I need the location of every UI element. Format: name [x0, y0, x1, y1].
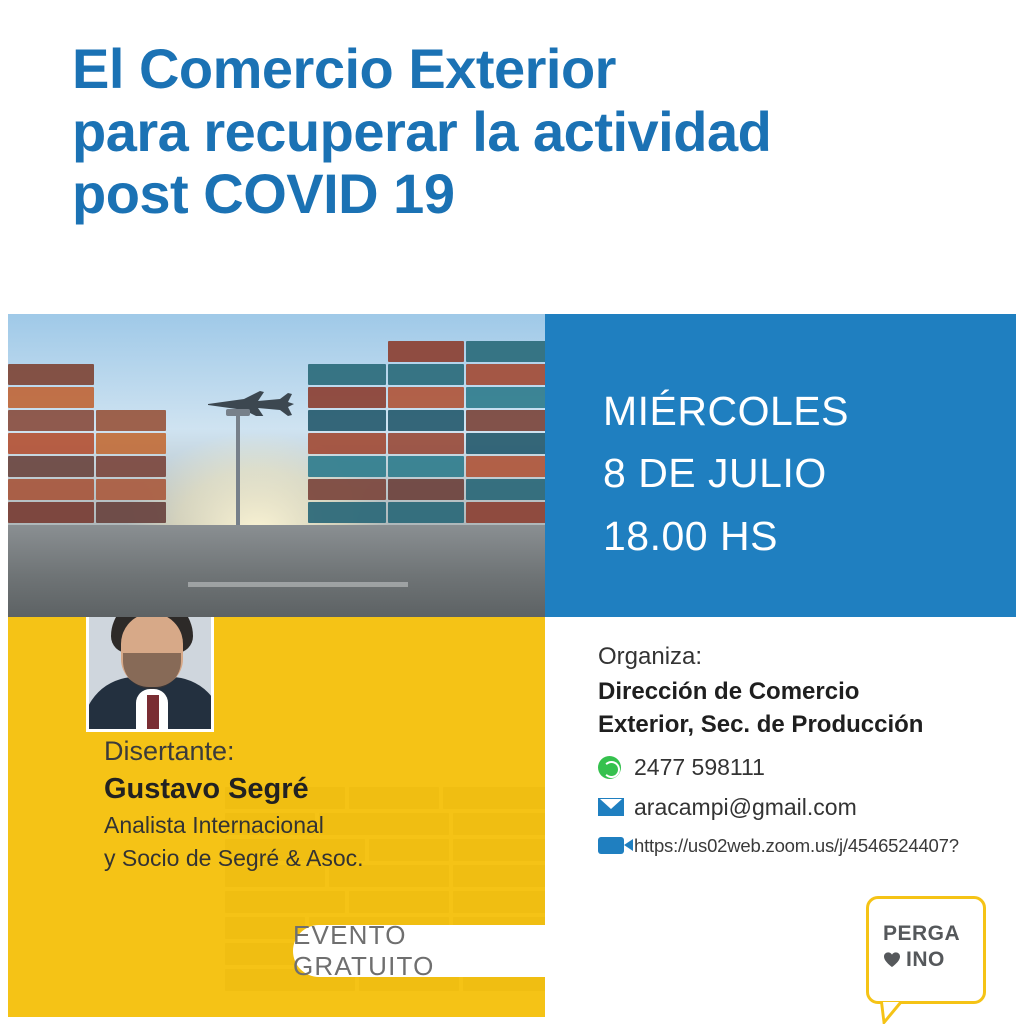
date-panel: [545, 314, 1016, 617]
logo-text-top: PERGA: [883, 922, 961, 945]
free-event-badge-label: EVENTO GRATUITO: [293, 920, 435, 981]
contact-email-value: aracampi@gmail.com: [634, 793, 857, 820]
date-weekday: MIÉRCOLES: [603, 388, 849, 434]
organizer-name-line-2: Exterior, Sec. de Producción: [598, 711, 924, 739]
contact-phone[interactable]: [598, 754, 1008, 781]
container-stack-left-2: [96, 410, 166, 525]
page-title: [72, 38, 972, 226]
hero-image: [8, 314, 545, 617]
email-icon: [598, 795, 626, 819]
speaker-panel: [8, 617, 545, 1017]
contact-zoom-value: https://us02web.zoom.us/j/4546524407?: [634, 834, 959, 856]
title-line-1: El Comercio Exterior: [72, 37, 616, 100]
speaker-role-line-1: Analista Internacional: [104, 812, 324, 839]
organizer-name-line-1: Dirección de Comercio: [598, 677, 860, 705]
container-stack-left-1: [8, 364, 94, 525]
speaker-name: Gustavo Segré: [104, 772, 309, 805]
airplane-icon: [204, 390, 296, 416]
logo-text-bottom: INO: [906, 948, 945, 971]
date-day: 8 DE JULIO: [603, 450, 827, 497]
contact-zoom-link[interactable]: [598, 834, 1008, 858]
title-line-3: post COVID 19: [72, 162, 455, 226]
date-time: 18.00 HS: [603, 512, 778, 559]
container-stack-right-2: [388, 341, 464, 525]
container-stack-right-3: [466, 341, 545, 525]
video-camera-icon: [598, 834, 626, 858]
ground: [8, 525, 545, 617]
organizer-label: Organiza:: [598, 643, 703, 670]
title-line-2: para recuperar la actividad: [72, 99, 772, 163]
road-marking: [188, 582, 408, 587]
free-event-badge: [293, 920, 545, 981]
speaker-info: [104, 735, 524, 873]
pergamino-logo: [866, 896, 986, 1004]
speaker-label: Disertante:: [104, 736, 235, 766]
organizer-info: [598, 640, 1008, 858]
container-stack-right-1: [308, 364, 386, 525]
speaker-avatar: [86, 617, 214, 732]
whatsapp-icon: [598, 755, 626, 779]
light-post: [236, 415, 240, 525]
speaker-role-line-2: y Socio de Segré & Asoc.: [104, 844, 364, 871]
heart-icon: [883, 951, 901, 968]
contact-email[interactable]: [598, 794, 1008, 821]
contact-phone-value: 2477 598111: [634, 753, 765, 780]
